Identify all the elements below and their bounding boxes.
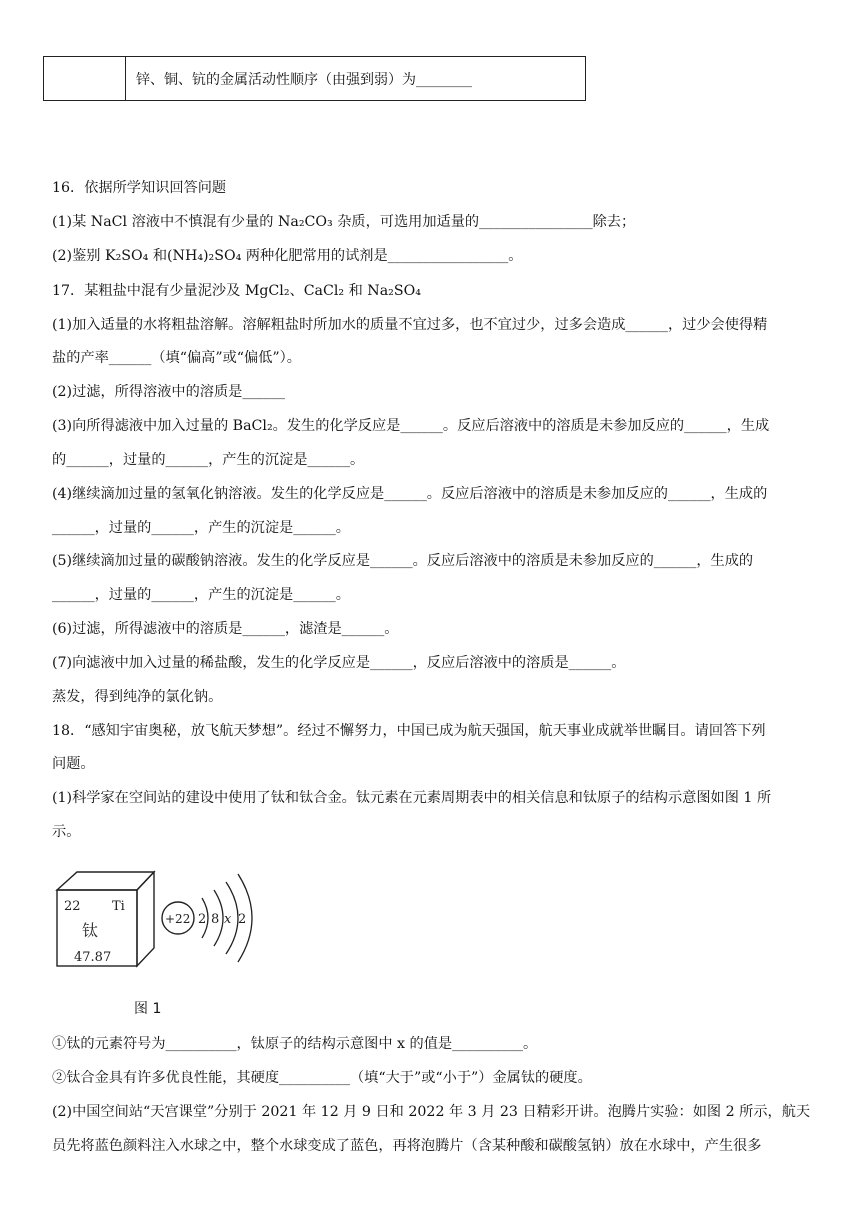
nucleus-charge: +22 [165,912,191,926]
q18-sub2: ②钛合金具有许多优良性能，其硬度__________（填“大于”或“小于”）金属钛的硬度。 [52,1070,592,1086]
q17-part5-line1: (5)继续滴加过量的碳酸钠溶液。发生的化学反应是______。反应后溶液中的溶质是未参加反应的______，生成的 [52,553,754,569]
table-empty-cell [44,57,126,100]
q17-title: 17．某粗盐中混有少量泥沙及 MgCl₂、CaCl₂ 和 Na₂SO₄ [52,283,421,299]
shell-2-count: 8 [211,912,220,927]
q17-conclusion: 蒸发，得到纯净的氯化钠。 [52,689,223,705]
q18-part1-line2: 示。 [52,824,81,840]
q17-part2: (2)过滤，所得溶液中的溶质是______ [52,384,285,400]
shell-4-count: 2 [238,912,247,927]
q17-part3-line2: 的______，过量的______，产生的沉淀是______。 [52,452,365,468]
q17-part5-line2: ______，过量的______，产生的沉淀是______。 [52,587,350,603]
q17-part1-line1: (1)加入适量的水将粗盐溶解。溶解粗盐时所加水的质量不宜过多，也不宜过少，过多会造成______，过少会使得精 [52,317,768,333]
q16-part2: (2)鉴别 K₂SO₄ 和(NH₄)₂SO₄ 两种化肥常用的试剂是_________________。 [52,248,523,264]
q18-part2-line1: (2)中国空间站“天宫课堂”分别于 2021 年 12 月 9 日和 2022 年 3 月 23 日精彩开讲。泡腾片实验：如图 2 所示，航天 [52,1104,811,1120]
q16-title: 16．依据所学知识回答问题 [52,180,227,196]
q18-sub1: ①钛的元素符号为__________，钛原子的结构示意图中 x 的值是__________。 [52,1036,538,1052]
shell-3-count: x [224,912,232,927]
figure-caption: 图 1 [134,1001,162,1017]
table-text-cell: 锌、铜、钪的金属活动性顺序（由强到弱）为________ [136,71,472,88]
q17-part7: (7)向滤液中加入过量的稀盐酸，发生的化学反应是______，反应后溶液中的溶质是______。 [52,655,626,671]
q16-part1: (1)某 NaCl 溶液中不慎混有少量的 Na₂CO₃ 杂质，可选用加适量的________________除去； [52,214,636,230]
element-name: 钛 [82,921,99,940]
q17-part1-line2: 盐的产率______（填“偏高”或“偏低”）。 [52,350,301,366]
atomic-number: 22 [64,899,81,914]
q17-part4-line1: (4)继续滴加过量的氢氧化钠溶液。发生的化学反应是______。反应后溶液中的溶质是未参加反应的______，生成的 [52,486,768,502]
shell-1-count: 2 [198,912,207,927]
table-fragment [43,56,586,101]
q17-part6: (6)过滤，所得滤液中的溶质是______，滤渣是______。 [52,621,399,637]
element-symbol: Ti [112,899,125,914]
q17-part3-line1: (3)向所得滤液中加入过量的 BaCl₂。发生的化学反应是______。反应后溶液中的溶质是未参加反应的______，生成 [52,418,770,434]
q18-title-line1: 18．“感知宇宙奥秘，放飞航天梦想”。经过不懈努力，中国已成为航天强国，航天事业成就举世瞩目。请回答下列 [52,723,766,739]
titanium-figure [52,868,262,1018]
q18-title-line2: 问题。 [52,756,95,772]
q18-part1-line1: (1)科学家在空间站的建设中使用了钛和钛合金。钛元素在元素周期表中的相关信息和钛原子的结构示意图如图 1 所 [52,790,772,806]
q18-part2-line2: 员先将蓝色颜料注入水球之中，整个水球变成了蓝色，再将泡腾片（含某种酸和碳酸氢钠）放在水球中，产生很多 [52,1138,762,1154]
q17-part4-line2: ______，过量的______，产生的沉淀是______。 [52,520,350,536]
atomic-mass: 47.87 [74,950,112,965]
